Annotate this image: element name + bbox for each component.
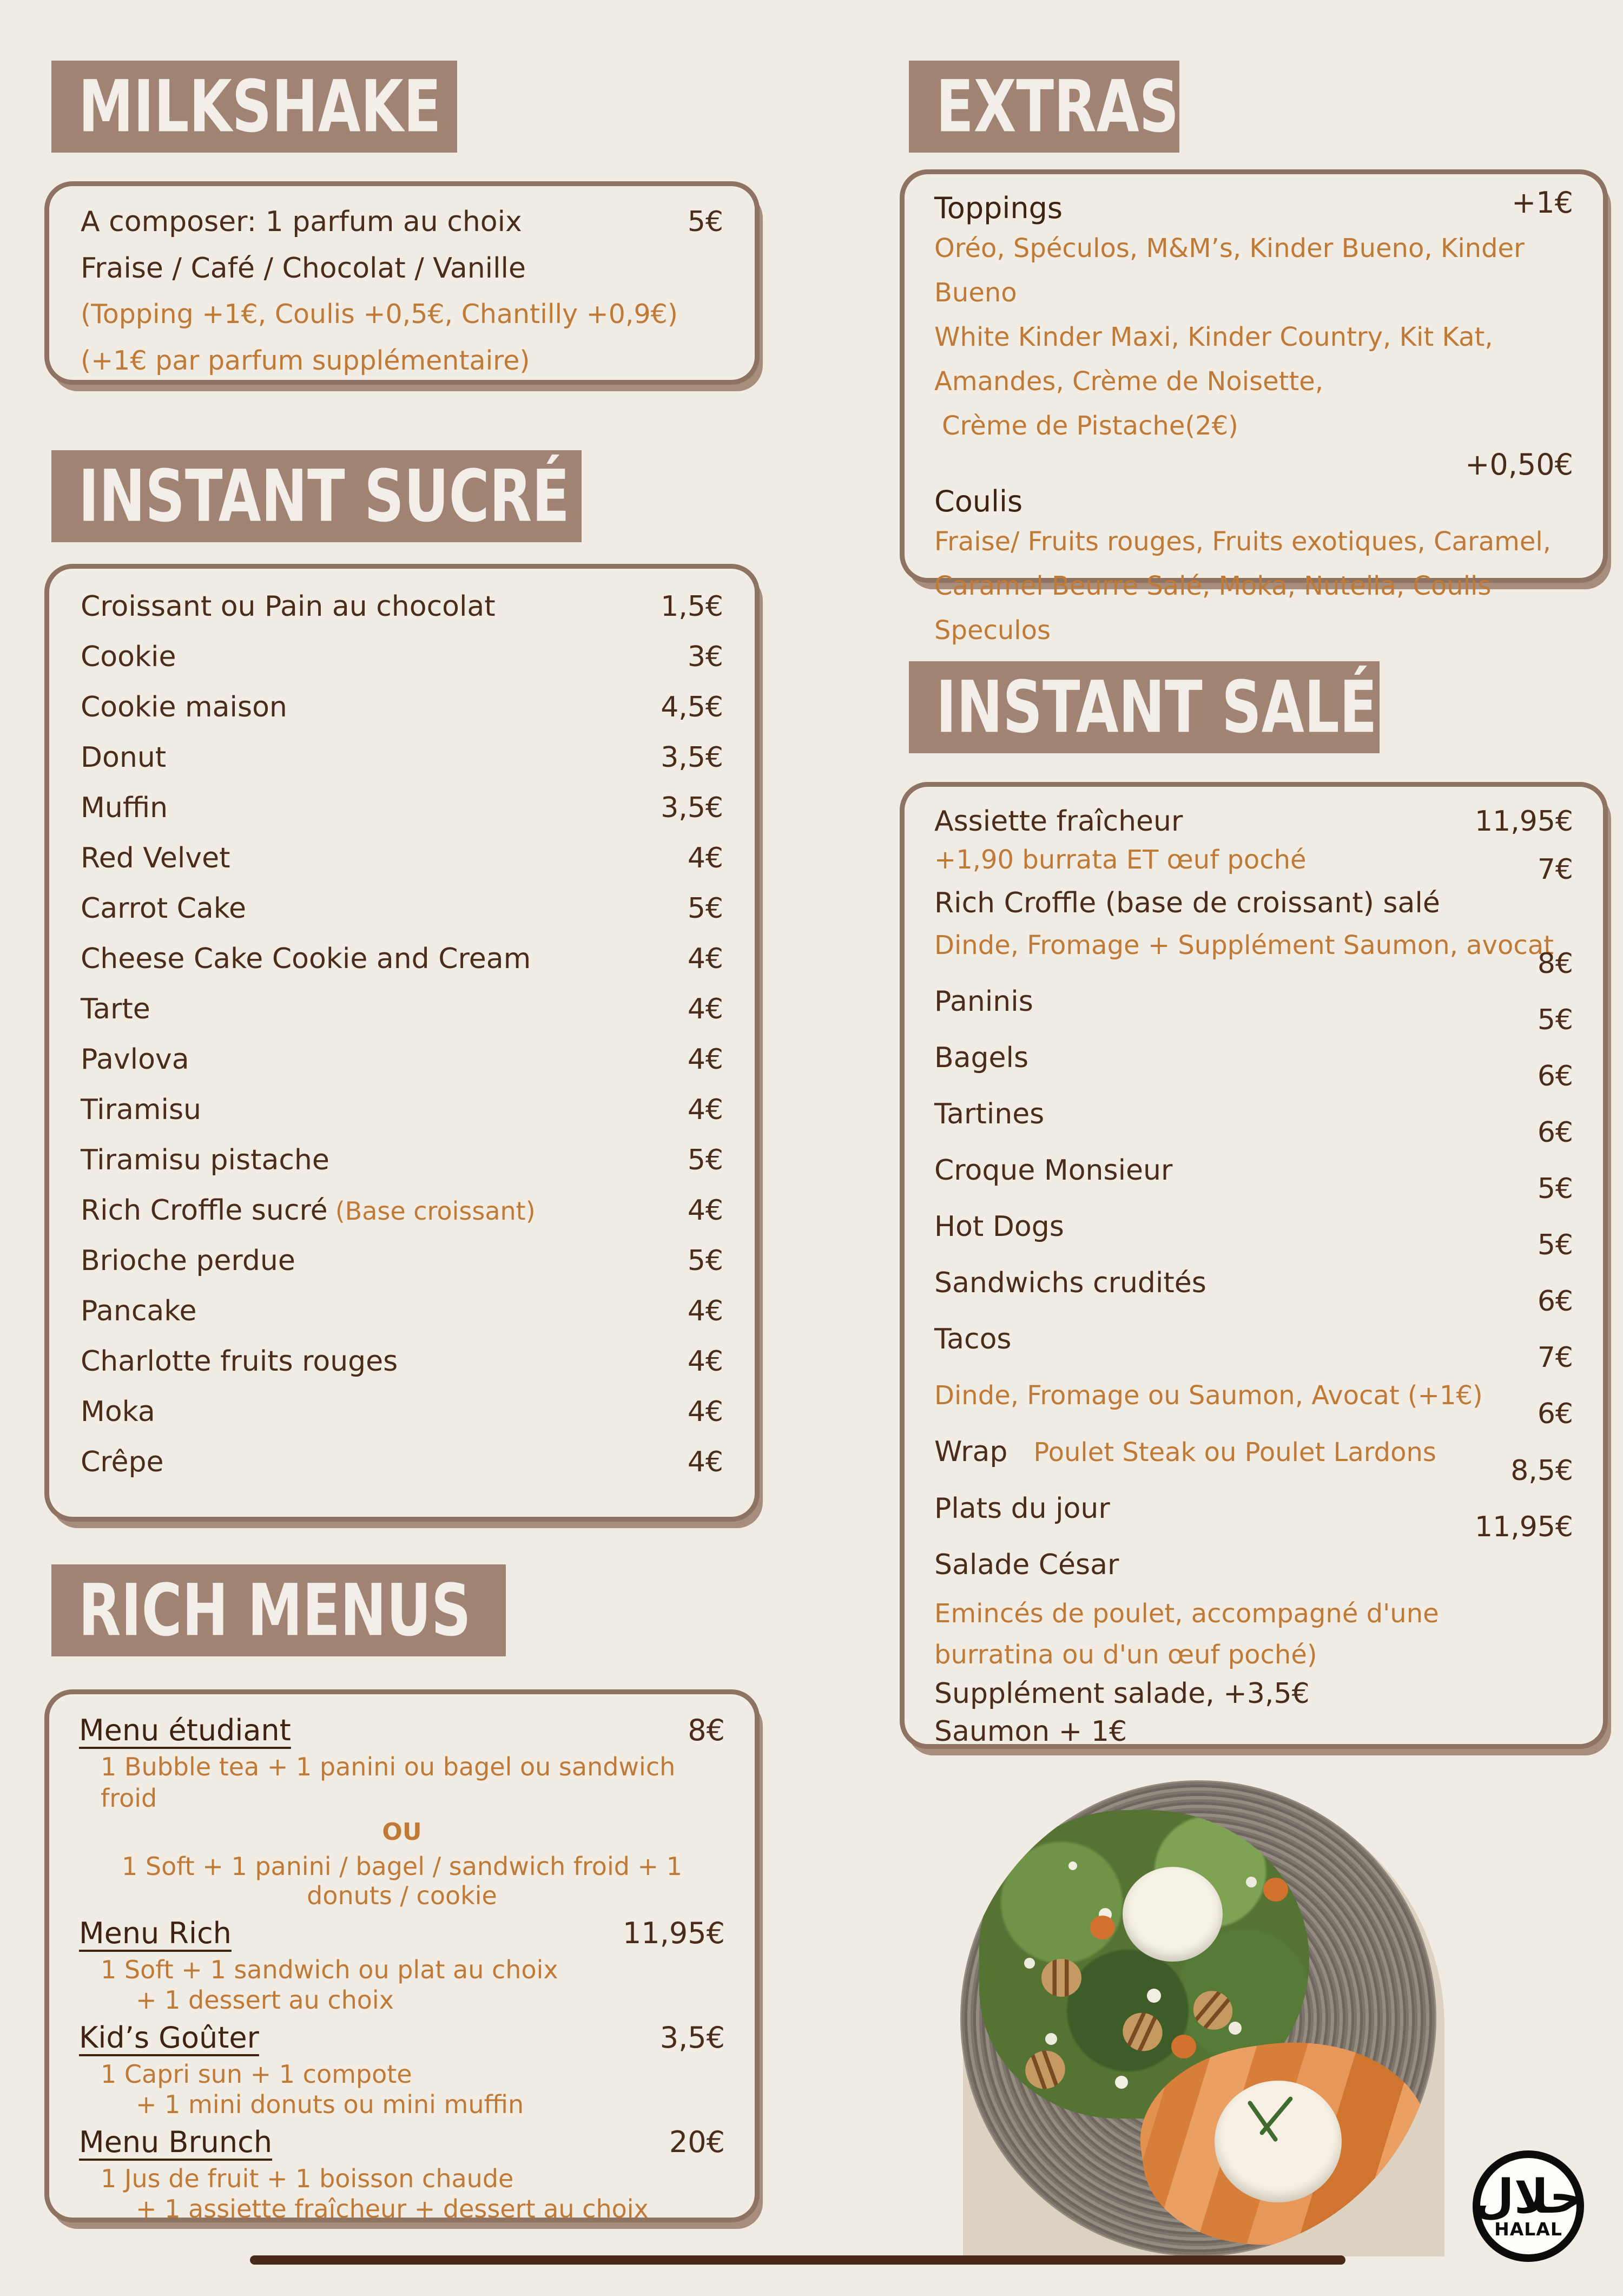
poached-egg <box>1215 2081 1342 2202</box>
menu-item-row <box>81 943 723 993</box>
item-name: Supplément salade, +3,5€ <box>934 1677 1310 1710</box>
item-name: Croque Monsieur <box>934 1154 1173 1187</box>
menu-item-row <box>81 792 723 842</box>
item-price: 5€ <box>687 1144 723 1176</box>
item-name: Paninis <box>934 985 1033 1018</box>
menu-name-row <box>79 2020 725 2056</box>
item-price: 6€ <box>1537 1398 1573 1430</box>
menu-description-line: + 1 assiette fraîcheur + dessert au choix <box>136 2194 649 2223</box>
item-name: Wrap <box>934 1436 1008 1468</box>
menu-price: 11,95€ <box>623 1916 725 1950</box>
cherry-tomato <box>1263 1878 1288 1902</box>
item-price: 3,5€ <box>661 741 723 774</box>
menu-item-row <box>934 1154 1573 1206</box>
item-name: Croissant ou Pain au chocolat <box>81 590 496 623</box>
coulis-label: Coulis <box>934 484 1023 518</box>
coulis-price: +0,50€ <box>1465 448 1573 482</box>
menu-item-row <box>81 590 723 641</box>
item-name: Cheese Cake Cookie and Cream <box>81 943 531 975</box>
menu-item-row <box>81 1094 723 1144</box>
milkshake-flavors: Fraise / Café / Chocolat / Vanille <box>81 252 526 285</box>
item-price: 4€ <box>687 1194 723 1227</box>
item-name: Donut <box>81 741 167 774</box>
instant-sucre-card <box>44 564 760 1522</box>
item-name: +1,90 burrata ET œuf poché <box>934 845 1307 875</box>
item-note: (Base croissant) <box>335 1196 536 1226</box>
extras-title: EXTRAS <box>936 65 1179 148</box>
halal-icon <box>1473 2150 1584 2262</box>
item-name: Dinde, Fromage ou Saumon, Avocat (+1€) <box>934 1380 1483 1411</box>
item-name: Hot Dogs <box>934 1211 1064 1243</box>
menu-item-row <box>81 1245 723 1295</box>
menu-description-line: 1 Bubble tea + 1 panini ou bagel ou sandwich froid <box>101 1752 676 1813</box>
rich-menus-card <box>44 1689 760 2222</box>
menu-item-row <box>81 1396 723 1446</box>
menu-item-row <box>934 1210 1573 1262</box>
item-name: Moka <box>81 1396 155 1428</box>
item-name: Assiette fraîcheur <box>934 805 1183 838</box>
menu-description-line: 1 Capri sun + 1 compote <box>101 2060 412 2089</box>
coulis-list-line: Fraise/ Fruits rouges, Fruits exotiques, Caramel, <box>934 527 1551 557</box>
item-description-line: Emincés de poulet, accompagné d'une <box>934 1598 1439 1629</box>
halal-arabic-text: حلال <box>1474 2170 1583 2224</box>
item-price: 7€ <box>1537 1341 1573 1374</box>
item-price: 6€ <box>1537 1060 1573 1093</box>
item-price: 5€ <box>687 892 723 925</box>
item-price: 4€ <box>687 1345 723 1378</box>
item-price: 8€ <box>1537 948 1573 980</box>
menu-description-line: 1 Jus de fruit + 1 boisson chaude <box>101 2164 514 2193</box>
item-price: 6€ <box>1537 1116 1573 1149</box>
menu-item-row <box>934 1323 1573 1374</box>
item-note: Poulet Steak ou Poulet Lardons <box>1033 1437 1436 1468</box>
feta-crumbles <box>1068 1861 1077 1870</box>
menu-item-row <box>934 1097 1573 1149</box>
toppings-header-row <box>934 186 1573 226</box>
item-name: Tiramisu <box>81 1094 202 1126</box>
instant-sucre-title: INSTANT SUCRÉ <box>78 455 570 538</box>
item-name: Sandwichs crudités <box>934 1267 1206 1299</box>
menu-item-row <box>81 993 723 1043</box>
toppings-list-line: Amandes, Crème de Noisette, <box>934 366 1324 397</box>
menu-item-row <box>81 1446 723 1496</box>
menu-or-label: OU <box>382 1818 422 1846</box>
item-name: Carrot Cake <box>81 892 247 925</box>
menu-item-row <box>81 641 723 691</box>
item-price: 4,5€ <box>661 691 723 723</box>
item-name: Muffin <box>81 792 168 824</box>
milkshake-title: MILKSHAKE <box>78 65 441 148</box>
menu-item-row <box>934 843 1573 886</box>
menu-item-row <box>934 1435 1573 1488</box>
menu-description-line: + 1 mini donuts ou mini muffin <box>136 2090 524 2119</box>
toppings-list-line: White Kinder Maxi, Kinder Country, Kit Kat, <box>934 322 1493 352</box>
menu-name-row <box>79 1916 725 1951</box>
extras-title-bar <box>909 61 1179 153</box>
item-price: 5€ <box>1537 1229 1573 1261</box>
item-name: Salade César <box>934 1549 1119 1581</box>
item-price: 3,5€ <box>661 792 723 824</box>
menu-description-line: donuts / cookie <box>307 1881 497 1910</box>
milkshake-card <box>44 181 760 385</box>
item-price: 4€ <box>687 1446 723 1478</box>
milkshake-compose-row <box>81 206 723 252</box>
menu-item-row <box>934 1492 1573 1544</box>
milkshake-compose-label: A composer: 1 parfum au choix <box>81 206 522 238</box>
coulis-list-line: Caramel Beurre Salé, Moka, Nutella, Coulis Speculos <box>934 571 1492 646</box>
menu-name-row <box>79 2124 725 2160</box>
menu-description-line: 1 Soft + 1 sandwich ou plat au choix <box>101 1955 558 1984</box>
cherry-tomato <box>1090 1916 1115 1939</box>
dill-garnish <box>1259 2096 1294 2136</box>
item-name: Red Velvet <box>81 842 230 874</box>
milkshake-note-toppings: (Topping +1€, Coulis +0,5€, Chantilly +0,9€) <box>81 299 678 330</box>
item-price: 4€ <box>687 993 723 1025</box>
menu-item-row <box>81 1194 723 1245</box>
menu-item-row <box>934 804 1573 839</box>
menu-item-row <box>934 1041 1573 1093</box>
item-price: 5€ <box>1537 1173 1573 1205</box>
divider-line <box>250 2255 1345 2265</box>
halal-label: HALAL <box>1494 2219 1562 2240</box>
toppings-label: Toppings <box>934 191 1063 225</box>
item-name-with-note <box>81 1194 536 1227</box>
item-name: Tartines <box>934 1098 1045 1130</box>
menu-price: 20€ <box>669 2125 725 2159</box>
item-name: Rich Croffle (base de croissant) salé <box>934 887 1440 919</box>
menu-name: Menu Brunch <box>79 2125 273 2159</box>
instant-sucre-title-bar <box>51 450 582 542</box>
crouton <box>1041 1959 1081 1997</box>
item-price: 4€ <box>687 1396 723 1428</box>
item-price: 11,95€ <box>1475 1511 1573 1543</box>
item-name: Bagels <box>934 1042 1029 1074</box>
item-name: Saumon + 1€ <box>934 1715 1127 1748</box>
item-name: Tarte <box>81 993 150 1025</box>
toppings-list-line: Oréo, Spéculos, M&M’s, Kinder Bueno, Kinder Bueno <box>934 233 1525 308</box>
menu-item-row <box>934 985 1573 1037</box>
item-name: Cookie maison <box>81 691 287 723</box>
item-price: 6€ <box>1537 1285 1573 1318</box>
item-price: 4€ <box>687 1094 723 1126</box>
menu-item-row <box>934 1379 1573 1431</box>
menu-item-row <box>81 1043 723 1094</box>
milkshake-title-bar <box>51 61 457 153</box>
menu-description-line: 1 Soft + 1 panini / bagel / sandwich froid + 1 <box>122 1852 682 1881</box>
menu-item-row <box>81 1345 723 1396</box>
item-name: Plats du jour <box>934 1492 1110 1525</box>
extras-card <box>900 169 1608 646</box>
menu-price: 3,5€ <box>659 2021 725 2055</box>
menu-name: Kid’s Goûter <box>79 2021 259 2055</box>
item-name: Tacos <box>934 1323 1012 1356</box>
menu-name-row <box>79 1713 725 1748</box>
item-price: 1,5€ <box>661 590 723 623</box>
item-description-line: burratina ou d'un œuf poché) <box>934 1640 1317 1670</box>
item-price: 4€ <box>687 1295 723 1327</box>
item-price: 8,5€ <box>1510 1455 1573 1487</box>
food-photo <box>960 1780 1436 2256</box>
item-price: 5€ <box>687 1245 723 1277</box>
item-price: 4€ <box>687 943 723 975</box>
instant-sale-title-bar <box>909 661 1380 753</box>
menu-price: 8€ <box>688 1713 725 1747</box>
cherry-tomato <box>1171 2035 1196 2058</box>
item-name: Rich Croffle sucré <box>81 1194 328 1227</box>
menu-item-row <box>81 691 723 741</box>
milkshake-compose-price: 5€ <box>687 206 723 238</box>
menu-name: Menu étudiant <box>79 1713 291 1747</box>
item-price: 7€ <box>1537 853 1573 886</box>
menu-name: Menu Rich <box>79 1916 232 1950</box>
item-name: Tiramisu pistache <box>81 1144 329 1176</box>
item-name: Pavlova <box>81 1043 189 1076</box>
item-name: Charlotte fruits rouges <box>81 1345 398 1378</box>
instant-sale-title: INSTANT SALÉ <box>936 666 1377 749</box>
item-price: 4€ <box>687 842 723 874</box>
item-price: 3€ <box>687 641 723 673</box>
menu-item-row <box>934 1266 1573 1318</box>
item-name: Brioche perdue <box>81 1245 295 1277</box>
item-price: 5€ <box>1537 1004 1573 1036</box>
item-name: Crêpe <box>81 1446 164 1478</box>
menu-item-row <box>934 929 1573 981</box>
item-price: 11,95€ <box>1475 805 1573 838</box>
item-name: Dinde, Fromage + Supplément Saumon, avocat <box>934 930 1554 960</box>
menu-item-row <box>81 741 723 792</box>
menu-item-row <box>81 1144 723 1194</box>
rich-menus-title-bar <box>51 1564 506 1656</box>
rich-menus-title: RICH MENUS <box>78 1569 471 1652</box>
item-name: Cookie <box>81 641 176 673</box>
burrata <box>1123 1867 1223 1962</box>
menu-description-line: + 1 dessert au choix <box>136 1985 394 2015</box>
instant-sale-card <box>900 782 1608 1749</box>
item-name: Pancake <box>81 1295 197 1327</box>
menu-item-row <box>81 842 723 892</box>
toppings-price: +1€ <box>1512 186 1573 220</box>
milkshake-note-extra-flavor: (+1€ par parfum supplémentaire) <box>81 345 530 376</box>
menu-item-row <box>81 892 723 943</box>
menu-item-row <box>81 1295 723 1345</box>
item-price: 4€ <box>687 1043 723 1076</box>
toppings-list-line: Crème de Pistache(2€) <box>942 411 1238 441</box>
